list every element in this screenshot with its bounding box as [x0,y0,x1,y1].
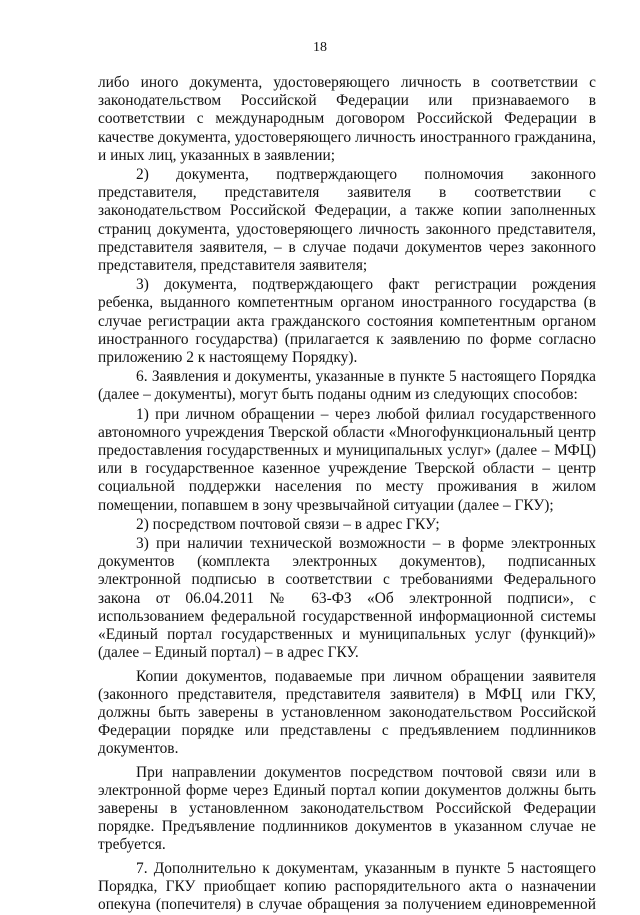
page-number: 18 [313,40,327,55]
paragraph-section-7-additional-documents: 7. Дополнительно к документам, указанным в пункте 5 настоящего Порядка, ГКУ приобщает копию распорядительного акта о назначении опекуна (попечителя) в случае обращения за получением единовременной [98,859,596,913]
paragraph-copies-postal-electronic: При направлении документов посредством почтовой связи или в электронной форме через Единый портал копии документов должны быть заверены в установленном законодательством Российской Федерации порядке. Предъявление подлинников документов в указанном случае не требуется. [98,763,596,854]
paragraph-item-3-birth-registration: 3) документа, подтверждающего факт регистрации рождения ребенка, выданного компетентным органом иностранного государства (в случае регистрации акта гражданского состояния компетентным органом иностранного государства) (прилагается к заявлению по форме согласно приложению 2 к настоящему Порядку). [98,276,596,367]
paragraph-method-3-electronic: 3) при наличии технической возможности – в форме электронных документов (комплекта электронных документов), подписанных электронной подписью в соответствии с требованиями Федерального закона от 06.04.2011 № 63-ФЗ «Об электронной подписи», с использованием федеральной государственной информационной системы «Единый портал государственных и муниципальных услуг (функций)» (далее – Единый портал) – в адрес ГКУ. [98,535,596,662]
paragraph-section-6-submission-methods: 6. Заявления и документы, указанные в пункте 5 настоящего Порядка (далее – документы), могут быть поданы одним из следующих способов: [98,368,596,404]
paragraph-item-2-representative-authority: 2) документа, подтверждающего полномочия законного представителя, представителя заявителя в соответствии с законодательством Российской Федерации, а также копии заполненных страниц документа, удостоверяющего личность законного представителя, представителя заявителя, – в случае подачи документов через законного представителя, представителя заявителя; [98,166,596,275]
paragraph-copies-in-person: Копии документов, подаваемые при личном обращении заявителя (законного представителя, представителя заявителя) в МФЦ или ГКУ, должны быть заверены в установленном законодательством Российской Федерации порядке или представлены с предъявлением подлинников документов. [98,667,596,758]
paragraph-method-2-postal: 2) посредством почтовой связи – в адрес ГКУ; [136,515,440,533]
document-body [98,74,596,915]
paragraph-identity-document-continuation: либо иного документа, удостоверяющего личность в соответствии с законодательством Российской Федерации или признаваемого в соответствии с международным договором Российской Федерации в качестве документа, удостоверяющего личность иностранного гражданина, и иных лиц, указанных в заявлении; [98,74,596,164]
paragraph-method-1-in-person: 1) при личном обращении – через любой филиал государственного автономного учреждения Тверской области «Многофункциональный центр предоставления государственных и муниципальных услуг» (далее – МФЦ) или в государственное казенное учреждение Тверской области – центр социальной поддержки населения по месту проживания в жилом помещении, попавшем в зону чрезвычайной ситуации (далее – ГКУ); [98,405,596,514]
